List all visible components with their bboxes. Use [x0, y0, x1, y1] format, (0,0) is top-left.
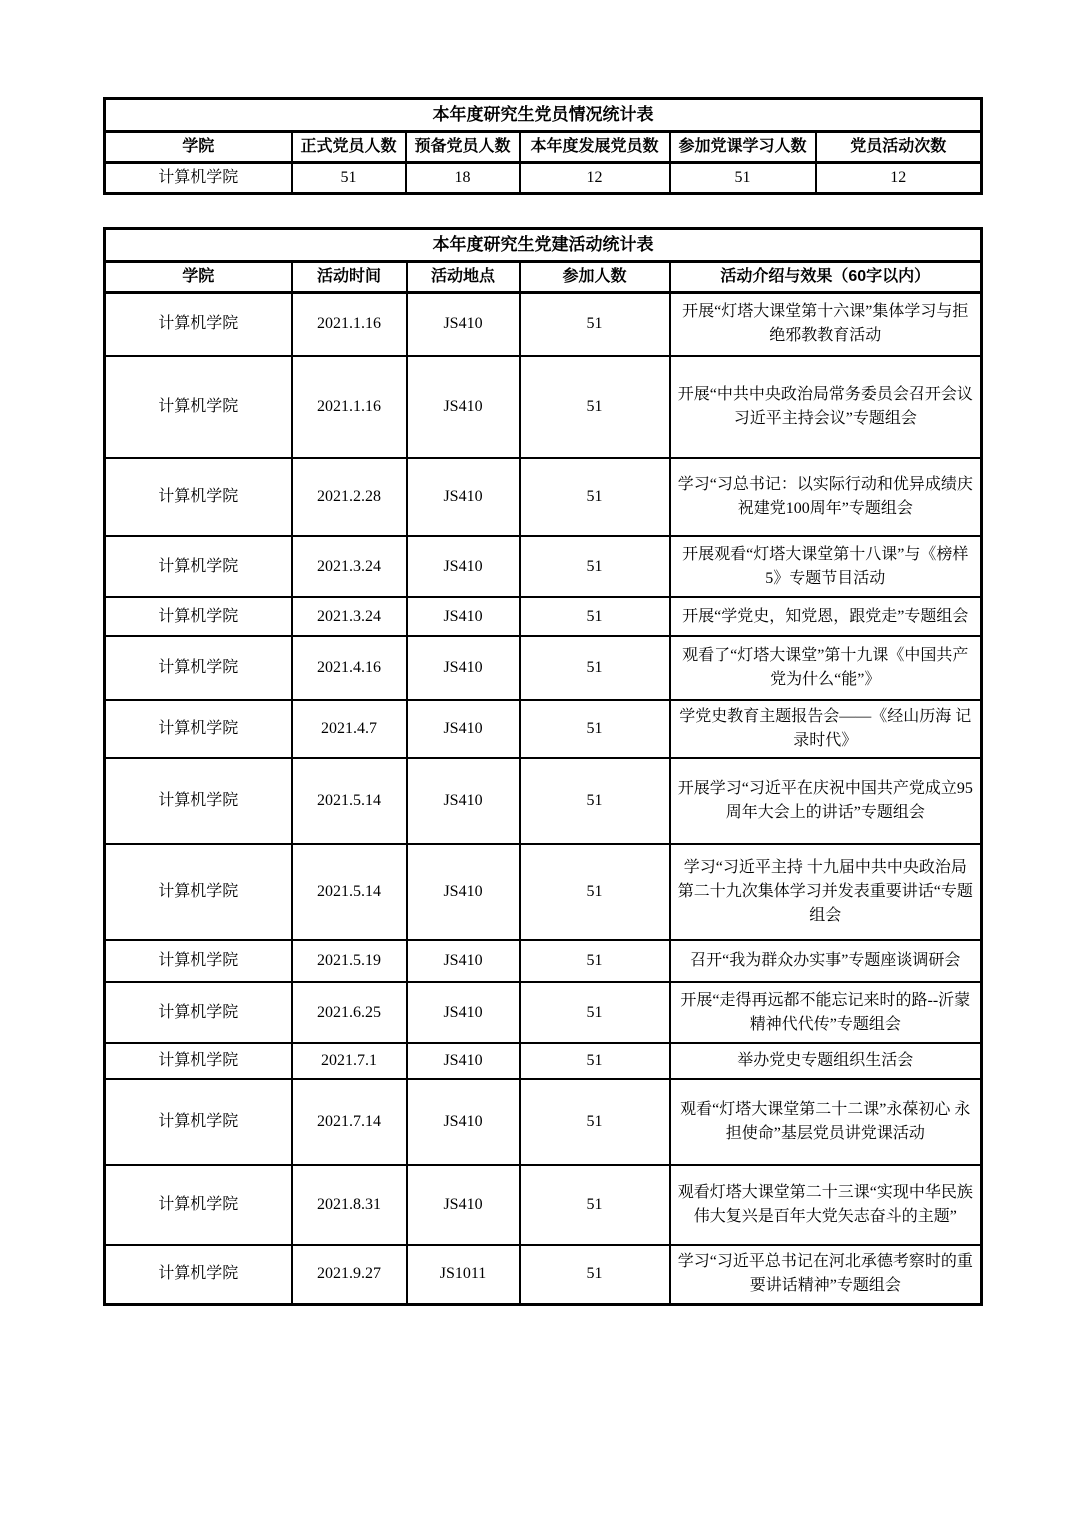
participants-cell: 51 [520, 458, 670, 536]
activity-location-cell: JS410 [407, 636, 520, 700]
activity-description-cell: 开展“学党史，知党恩，跟党走”专题组会 [670, 597, 982, 636]
activity-location-cell: JS410 [407, 1043, 520, 1079]
activity-date-cell: 2021.4.16 [292, 636, 407, 700]
college-cell: 计算机学院 [105, 356, 292, 458]
participants-cell: 51 [520, 758, 670, 844]
activity-date-cell: 2021.7.14 [292, 1079, 407, 1165]
activity-date-cell: 2021.7.1 [292, 1043, 407, 1079]
activity-location-cell: JS410 [407, 758, 520, 844]
column-header: 活动介绍与效果（60字以内） [670, 261, 982, 292]
activity-location-cell: JS410 [407, 597, 520, 636]
activity-table-header-row [105, 261, 982, 292]
activity-description-cell: 观看灯塔大课堂第二十三课“实现中华民族伟大复兴是百年大党矢志奋斗的主题” [670, 1165, 982, 1245]
member-table-title: 本年度研究生党员情况统计表 [105, 99, 982, 132]
activity-description-cell: 学习“习总书记：以实际行动和优异成绩庆祝建党100周年”专题组会 [670, 458, 982, 536]
activity-description-cell: 开展学习“习近平在庆祝中国共产党成立95周年大会上的讲话”专题组会 [670, 758, 982, 844]
activity-date-cell: 2021.3.24 [292, 536, 407, 597]
college-cell: 计算机学院 [105, 1245, 292, 1304]
activity-date-cell: 2021.1.16 [292, 356, 407, 458]
table-row [105, 536, 982, 597]
activity-location-cell: JS410 [407, 458, 520, 536]
activity-description-cell: 学习“习近平主持 十九届中共中央政治局第二十九次集体学习并发表重要讲话“专题组会 [670, 844, 982, 940]
column-header: 参加党课学习人数 [670, 131, 816, 162]
participants-cell: 51 [520, 1245, 670, 1304]
table-row [105, 940, 982, 982]
column-header: 本年度发展党员数 [520, 131, 670, 162]
activity-description-cell: 召开“我为群众办实事”专题座谈调研会 [670, 940, 982, 982]
activity-date-cell: 2021.9.27 [292, 1245, 407, 1304]
table-row [105, 162, 982, 193]
college-cell: 计算机学院 [105, 1079, 292, 1165]
activity-stats-table [103, 227, 983, 1306]
column-header: 正式党员人数 [292, 131, 406, 162]
activity-location-cell: JS410 [407, 700, 520, 758]
activity-date-cell: 2021.1.16 [292, 292, 407, 356]
activity-date-cell: 2021.5.14 [292, 844, 407, 940]
activity-location-cell: JS410 [407, 982, 520, 1043]
participants-cell: 51 [520, 356, 670, 458]
college-cell: 计算机学院 [105, 940, 292, 982]
column-header: 学院 [105, 131, 292, 162]
activity-table-title: 本年度研究生党建活动统计表 [105, 229, 982, 262]
table-row [105, 356, 982, 458]
table-row [105, 1079, 982, 1165]
table-row [105, 700, 982, 758]
participants-cell: 51 [520, 536, 670, 597]
activity-description-cell: 学党史教育主题报告会——《经山历海 记录时代》 [670, 700, 982, 758]
participants-cell: 51 [520, 597, 670, 636]
activity-date-cell: 2021.8.31 [292, 1165, 407, 1245]
college-cell: 计算机学院 [105, 636, 292, 700]
activity-location-cell: JS410 [407, 1079, 520, 1165]
table-row [105, 758, 982, 844]
activity-location-cell: JS410 [407, 536, 520, 597]
participants-cell: 51 [520, 844, 670, 940]
college-cell: 计算机学院 [105, 597, 292, 636]
activity-description-cell: 观看了“灯塔大课堂”第十九课《中国共产党为什么“能”》 [670, 636, 982, 700]
college-cell: 计算机学院 [105, 162, 292, 193]
activity-location-cell: JS410 [407, 940, 520, 982]
college-cell: 计算机学院 [105, 458, 292, 536]
table-row [105, 982, 982, 1043]
column-header: 党员活动次数 [816, 131, 982, 162]
activity-description-cell: 开展“走得再远都不能忘记来时的路--沂蒙精神代代传”专题组会 [670, 982, 982, 1043]
participants-cell: 51 [520, 636, 670, 700]
college-cell: 计算机学院 [105, 982, 292, 1043]
member-table-header-row [105, 131, 982, 162]
developed-members-cell: 12 [520, 162, 670, 193]
activity-description-cell: 开展观看“灯塔大课堂第十八课”与《榜样5》专题节目活动 [670, 536, 982, 597]
participants-cell: 51 [520, 1043, 670, 1079]
activity-location-cell: JS410 [407, 1165, 520, 1245]
column-header: 活动地点 [407, 261, 520, 292]
table-row [105, 597, 982, 636]
column-header: 学院 [105, 261, 292, 292]
college-cell: 计算机学院 [105, 700, 292, 758]
activity-description-cell: 学习“习近平总书记在河北承德考察时的重要讲话精神”专题组会 [670, 1245, 982, 1304]
member-table-title-row [105, 99, 982, 132]
activity-date-cell: 2021.5.14 [292, 758, 407, 844]
column-header: 活动时间 [292, 261, 407, 292]
activity-description-cell: 举办党史专题组织生活会 [670, 1043, 982, 1079]
participants-cell: 51 [520, 292, 670, 356]
participants-cell: 51 [520, 700, 670, 758]
activity-date-cell: 2021.5.19 [292, 940, 407, 982]
activity-date-cell: 2021.6.25 [292, 982, 407, 1043]
participants-cell: 51 [520, 1079, 670, 1165]
table-row [105, 636, 982, 700]
class-participants-cell: 51 [670, 162, 816, 193]
table-row [105, 1043, 982, 1079]
college-cell: 计算机学院 [105, 536, 292, 597]
probationary-members-cell: 18 [406, 162, 520, 193]
activity-location-cell: JS410 [407, 844, 520, 940]
activity-location-cell: JS410 [407, 356, 520, 458]
activity-description-cell: 开展“灯塔大课堂第十六课”集体学习与拒绝邪教教育活动 [670, 292, 982, 356]
table-row [105, 844, 982, 940]
activity-description-cell: 观看“灯塔大课堂第二十二课”永葆初心 永担使命”基层党员讲党课活动 [670, 1079, 982, 1165]
college-cell: 计算机学院 [105, 844, 292, 940]
college-cell: 计算机学院 [105, 292, 292, 356]
college-cell: 计算机学院 [105, 1043, 292, 1079]
participants-cell: 51 [520, 1165, 670, 1245]
activity-location-cell: JS1011 [407, 1245, 520, 1304]
table-row [105, 292, 982, 356]
table-row [105, 1165, 982, 1245]
college-cell: 计算机学院 [105, 758, 292, 844]
activity-table-title-row [105, 229, 982, 262]
table-row [105, 1245, 982, 1304]
column-header: 预备党员人数 [406, 131, 520, 162]
participants-cell: 51 [520, 940, 670, 982]
activity-location-cell: JS410 [407, 292, 520, 356]
activity-date-cell: 2021.2.28 [292, 458, 407, 536]
activity-date-cell: 2021.3.24 [292, 597, 407, 636]
column-header: 参加人数 [520, 261, 670, 292]
activity-count-cell: 12 [816, 162, 982, 193]
college-cell: 计算机学院 [105, 1165, 292, 1245]
member-stats-table [103, 97, 983, 195]
activity-date-cell: 2021.4.7 [292, 700, 407, 758]
participants-cell: 51 [520, 982, 670, 1043]
activity-description-cell: 开展“中共中央政治局常务委员会召开会议 习近平主持会议”专题组会 [670, 356, 982, 458]
table-row [105, 458, 982, 536]
formal-members-cell: 51 [292, 162, 406, 193]
